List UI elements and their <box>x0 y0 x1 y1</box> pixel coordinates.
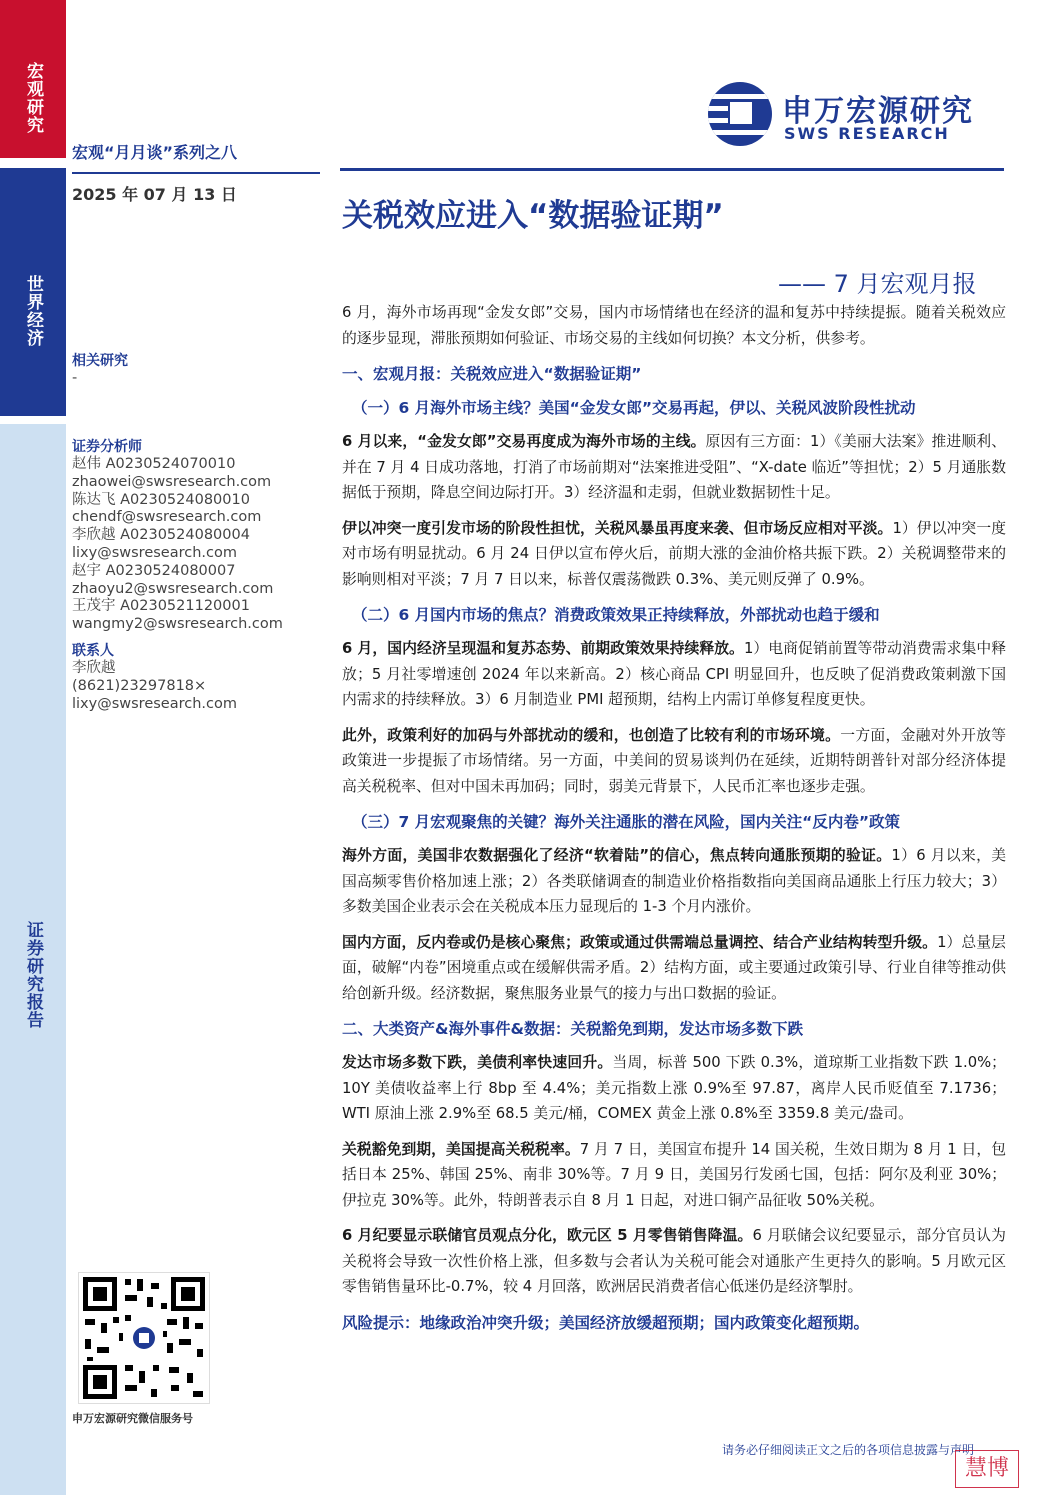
body-paragraph: 6 月，国内经济呈现温和复苏态势、前期政策效果持续释放。1）电商促销前置等带动消费需求集中释放；5 月社零增速创 2024 年以来新高。2）核心商品 CPI 明显回升，也反映了促消费政策刺激下国内需求的持续释放。3）6 月制造业 PMI 超预期，结构上内需订单修复程度更快。 <box>342 640 1007 708</box>
sws-logo-icon <box>708 82 772 146</box>
body-paragraph: 发达市场多数下跌，美债利率快速回升。当周，标普 500 下跌 0.3%，道琼斯工业指数下跌 1.0%；10Y 美债收益率上行 8bp 至 4.4%；美元指数上涨 0.9%至 97.87，离岸人民币贬值至 7.1736；WTI 原油上涨 2.9%至 68.5 美元/桶，COMEX 黄金上涨 0.8%至 3359.8 美元/盎司。 <box>342 1054 1006 1122</box>
body-paragraph: 此外，政策利好的加码与外部扰动的缓和，也创造了比较有利的市场环境。一方面，金融对外开放等政策进一步提振了市场情绪。另一方面，中美间的贸易谈判仍在延续，近期特朗普针对部分经济体提高关税税率、但对中国未再加码；同时，弱美元背景下，人民币汇率也逐步走强。 <box>342 726 1006 795</box>
subsection-heading: （三）7 月宏观聚焦的关键？海外关注通胀的潜在风险，国内关注“反内卷”政策 <box>352 813 901 831</box>
report-subtitle: —— 7 月宏观月报 <box>778 270 977 298</box>
related-research-heading: 相关研究 <box>72 353 128 369</box>
contact-name: 李欣越 <box>72 660 116 676</box>
body-paragraph: 6 月纪要显示联储官员观点分化，欧元区 5 月零售销售降温。6 月联储会议纪要显示，部分官员认为关税将会导致一次性价格上涨，但多数与会者认为关税可能会对通胀产生更持久的影响。5 月欧元区零售销售量环比-0.7%，较 4 月回落，欧洲居民消费者信心低迷仍是经济掣肘。 <box>342 1227 1006 1295</box>
report-title: 关税效应进入“数据验证期” <box>342 198 724 234</box>
report-body <box>342 300 1006 1344</box>
header-divider <box>340 168 1004 171</box>
analyst-line: 王茂宇 A0230521120001 <box>72 598 250 615</box>
category-strip-macro: 宏观研究 <box>0 0 66 158</box>
contact-heading: 联系人 <box>72 643 114 659</box>
wechat-qr-code-icon <box>78 1272 210 1404</box>
logo-text-en: SWS RESEARCH <box>784 124 950 143</box>
analyst-email[interactable]: zhaowei@swsresearch.com <box>72 473 272 490</box>
analyst-line: 李欣越 A0230524080004 <box>72 527 250 544</box>
logo-text-cn: 申万宏源研究 <box>782 94 974 129</box>
qr-caption: 申万宏源研究微信服务号 <box>72 1412 193 1425</box>
related-research-value: - <box>72 370 78 386</box>
watermark-stamp: 慧博 <box>955 1450 1019 1488</box>
body-paragraph: 海外方面，美国非农数据强化了经济“软着陆”的信心，焦点转向通胀预期的验证。1）6 月以来，美国高频零售价格加速上涨；2）各类联储调查的制造业价格指数指向美国商品通胀上行压力较大；3）多数美国企业表示会在关税成本压力显现后的 1-3 个月内涨价。 <box>342 847 1006 915</box>
left-divider <box>72 172 320 174</box>
risk-warning: 风险提示：地缘政治冲突升级；美国经济放缓超预期；国内政策变化超预期。 <box>342 1313 870 1332</box>
analyst-line: 赵伟 A0230524070010 <box>72 456 236 472</box>
body-paragraph: 6 月以来，“金发女郎”交易再度成为海外市场的主线。原因有三方面：1）《美丽大法案》推进顺利、并在 7 月 4 日成功落地，打消了市场前期对“法案推进受阻”、“X-date 临近”等担忧；2）5 月通胀数据低于预期，降息空间边际打开。3）经济温和走弱，但就业数据韧性十足。 <box>342 433 1006 501</box>
analyst-heading: 证券分析师 <box>72 439 142 455</box>
section-heading: 二、大类资产&海外事件&数据：关税豁免到期，发达市场多数下跌 <box>342 1020 804 1038</box>
section-heading: 一、宏观月报：关税效应进入“数据验证期” <box>342 365 642 383</box>
analyst-email[interactable]: wangmy2@swsresearch.com <box>72 616 283 633</box>
analyst-line: 陈达飞 A0230524080010 <box>72 491 250 508</box>
report-date: 2025 年 07 月 13 日 <box>72 185 237 204</box>
series-label: 宏观“月月谈”系列之八 <box>72 143 238 162</box>
subsection-heading: （二）6 月国内市场的焦点？消费政策效果正持续释放，外部扰动也趋于缓和 <box>352 606 880 624</box>
disclaimer-footer: 请务必仔细阅读正文之后的各项信息披露与声明 <box>722 1443 975 1457</box>
body-paragraph: 伊以冲突一度引发市场的阶段性担忧，关税风暴虽再度来袭、但市场反应相对平淡。1）伊以冲突一度对市场有明显扰动。6 月 24 日伊以宣布停火后，前期大涨的金油价格共振下跌。2）关税调整带来的影响则相对平淡；7 月 7 日以来，标普仅震荡微跌 0.3%、美元则反弹了 0.9%。 <box>342 519 1006 588</box>
category-strip-securities-report: 证券研究报告 <box>0 424 66 1495</box>
analyst-email[interactable]: chendf@swsresearch.com <box>72 509 262 526</box>
intro-paragraph: 6 月，海外市场再现“金发女郎”交易，国内市场情绪也在经济的温和复苏中持续提振。随着关税效应的逐步显现，滞胀预期如何验证、市场交易的主线如何切换？本文分析，供参考。 <box>342 304 1006 347</box>
body-paragraph: 关税豁免到期，美国提高关税税率。7 月 7 日，美国宣布提升 14 国关税，生效日期为 8 月 1 日，包括日本 25%、韩国 25%、南非 30%等。7 月 9 日，美国另行发函七国，包括：阿尔及利亚 30%；伊拉克 30%等。此外，特朗普表示自 8 月 1 日起，对进口铜产品征收 50%关税。 <box>342 1140 1006 1209</box>
category-strip-world-economy: 世界经济 <box>0 168 66 416</box>
analyst-line: 赵宇 A0230524080007 <box>72 562 236 579</box>
contact-phone: (8621)23297818× <box>72 677 207 694</box>
contact-list <box>72 660 237 713</box>
analyst-email[interactable]: zhaoyu2@swsresearch.com <box>72 580 274 597</box>
contact-email[interactable]: lixy@swsresearch.com <box>72 695 237 712</box>
analyst-list <box>72 456 283 634</box>
analyst-email[interactable]: lixy@swsresearch.com <box>72 544 237 561</box>
subsection-heading: （一）6 月海外市场主线？美国“金发女郎”交易再起，伊以、关税风波阶段性扰动 <box>352 399 916 417</box>
body-paragraph: 国内方面，反内卷或仍是核心聚焦；政策或通过供需端总量调控、结合产业结构转型升级。1）总量层面，破解“内卷”困境重点或在缓解供需矛盾。2）结构方面，或主要通过政策引导、行业自律等推动供给创新升级。经济数据，聚焦服务业景气的接力与出口数据的验证。 <box>342 933 1006 1002</box>
